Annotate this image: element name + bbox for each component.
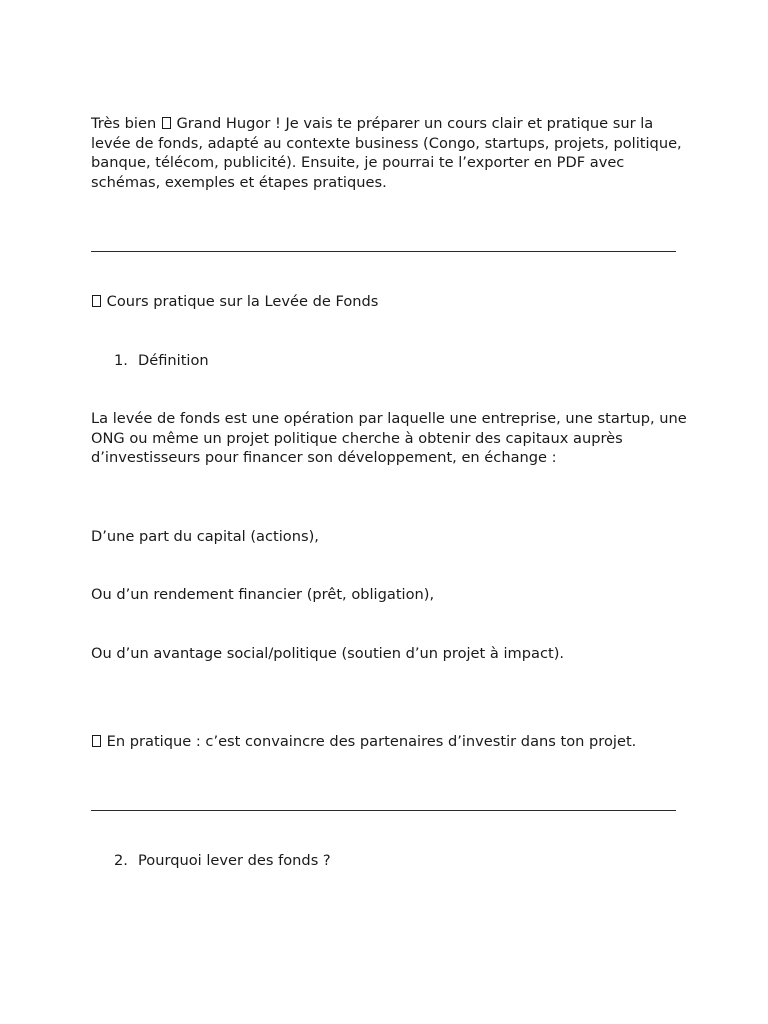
definition-item: Ou d’un rendement financier (prêt, obligation),: [91, 586, 435, 603]
section-number: 1.: [114, 352, 128, 369]
practice-note-text: En pratique : c’est convaincre des partenaires d’investir dans ton projet.: [102, 733, 637, 750]
course-title-text: Cours pratique sur la Levée de Fonds: [102, 293, 379, 310]
section-heading-pourquoi: [114, 851, 331, 871]
horizontal-divider: [91, 251, 676, 252]
intro-text-start: Très bien: [91, 115, 161, 132]
intro-text-rest: Grand Hugor ! Je vais te préparer un cours clair et pratique sur la levée de fonds, adapté au contexte business (Congo, startups, projets, politique, banque, télécom, publicité). Ensuite, je pourrai te l’exporter en PDF avec schémas, exemples et étapes pratiques.: [91, 115, 682, 192]
intro-paragraph: [91, 114, 691, 193]
section-number: 2.: [114, 852, 128, 869]
practice-note: [91, 732, 691, 752]
definition-item: Ou d’un avantage social/politique (soutien d’un projet à impact).: [91, 645, 565, 662]
missing-emoji-icon: [92, 295, 101, 307]
missing-emoji-icon: [162, 117, 171, 129]
section-title: Pourquoi lever des fonds ?: [138, 852, 331, 869]
section-title: Définition: [138, 352, 209, 369]
course-title: [91, 292, 691, 312]
missing-emoji-icon: [92, 735, 101, 747]
horizontal-divider: [91, 810, 676, 811]
definition-paragraph: La levée de fonds est une opération par laquelle une entreprise, une startup, une ONG ou même un projet politique cherche à obtenir des capitaux auprès d’investisseurs pour financer son développement, en échange :: [91, 410, 687, 467]
definition-item: D’une part du capital (actions),: [91, 528, 319, 545]
section-heading-definition: [114, 351, 209, 371]
